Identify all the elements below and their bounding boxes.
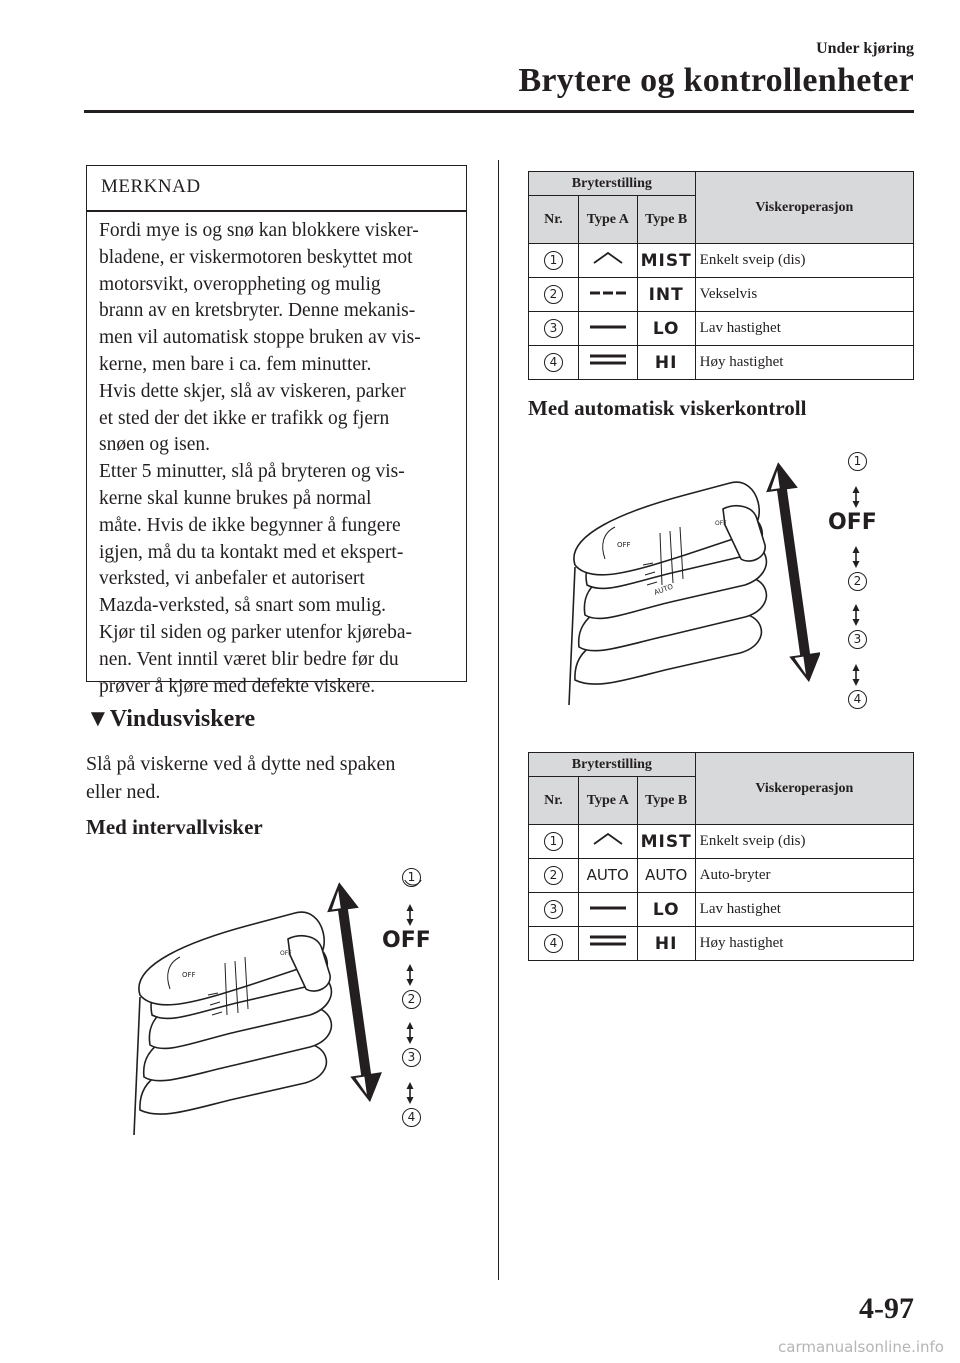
table-row [529, 927, 914, 961]
small-arrow-icon [400, 1018, 420, 1048]
wipers-intro [86, 750, 395, 806]
operation-cell: Enkelt sveip (dis) [695, 825, 913, 859]
operation-cell: Vekselvis [695, 278, 913, 312]
up-down-arrow-icon [323, 880, 386, 1104]
th-operation: Viskeroperasjon [695, 753, 913, 825]
table-row [529, 893, 914, 927]
interval-heading: Med intervallvisker [86, 815, 263, 839]
position-label: 1 [402, 868, 421, 887]
row-number: 1 [544, 251, 563, 270]
dashed-line-icon [588, 288, 628, 298]
watermark: carmanualsonline.info [778, 1338, 944, 1356]
operation-cell: Lav hastighet [695, 312, 913, 346]
auto-position-table [528, 752, 914, 961]
operation-cell: Høy hastighet [695, 927, 913, 961]
th-operation: Viskeroperasjon [695, 172, 913, 244]
type-b-label: MIST [640, 250, 692, 271]
single-line-icon [588, 322, 628, 332]
small-arrow-icon [846, 542, 866, 572]
row-number: 4 [544, 934, 563, 953]
note-title: MERKNAD [101, 176, 201, 197]
double-line-icon [588, 934, 628, 948]
row-number: 1 [544, 832, 563, 851]
operation-cell: Høy hastighet [695, 346, 913, 380]
small-arrow-icon [400, 960, 420, 990]
small-arrow-icon [400, 900, 420, 930]
small-arrow-icon [846, 660, 866, 690]
header-rule [84, 110, 914, 113]
th-type-a: Type A [578, 777, 637, 825]
interval-wiper-diagram [125, 880, 445, 1140]
note-body [99, 218, 461, 700]
th-type-b: Type B [637, 196, 695, 244]
table-row [529, 859, 914, 893]
intro-line: eller ned. [86, 781, 161, 803]
row-number: 2 [544, 285, 563, 304]
note-line: Fordi mye is og snø kan blokkere visker- [99, 220, 419, 241]
table-row [529, 278, 914, 312]
note-line: brann av en kretsbryter. Denne mekanis- [99, 300, 416, 322]
th-position: Bryterstilling [529, 753, 696, 777]
interval-position-table [528, 171, 914, 380]
row-number: 3 [544, 900, 563, 919]
type-b-label: MIST [640, 831, 692, 852]
type-a-label: AUTO [586, 866, 629, 884]
small-arrow-icon [846, 600, 866, 630]
note-line: måte. Hvis de ikke begynner å fungere [99, 514, 401, 536]
note-line: Etter 5 minutter, slå på bryteren og vis- [99, 461, 405, 483]
note-line: bladene, er viskermotoren beskyttet mot [99, 246, 413, 268]
table-row [529, 825, 914, 859]
single-line-icon [588, 903, 628, 913]
mist-caret-icon [588, 250, 628, 266]
note-line: prøver å kjøre med defekte viskere. [99, 675, 376, 697]
note-line: kerne skal kunne brukes på normal [99, 487, 372, 509]
th-nr: Nr. [529, 777, 579, 825]
note-rule [87, 210, 466, 212]
table-row [529, 244, 914, 278]
table-row [529, 346, 914, 380]
small-arrow-icon [846, 482, 866, 512]
th-position: Bryterstilling [529, 172, 696, 196]
type-b-label: LO [652, 899, 680, 920]
column-divider [498, 160, 499, 1280]
wiper-lever-illustration [569, 482, 766, 705]
note-line: kerne, men bare i ca. fem minutter. [99, 353, 372, 375]
type-b-label: HI [654, 933, 678, 954]
position-label: 4 [848, 690, 867, 709]
note-box [86, 165, 467, 697]
note-line: et sted der det ikke er trafikk og fjern [99, 407, 390, 429]
switch-auto-marking: AUTO [652, 582, 675, 597]
operation-cell: Enkelt sveip (dis) [695, 244, 913, 278]
auto-heading: Med automatisk viskerkontroll [528, 396, 807, 420]
note-line: motorsvikt, overoppheting og mulig [99, 273, 381, 295]
off-label: OFF [382, 928, 431, 953]
operation-cell: Lav hastighet [695, 893, 913, 927]
position-label: 4 [402, 1108, 421, 1127]
position-label: 3 [848, 630, 867, 649]
note-line: verksted, vi anbefaler et autorisert [99, 568, 365, 590]
type-b-label: AUTO [645, 866, 688, 884]
position-label: 3 [402, 1048, 421, 1067]
off-label: OFF [828, 510, 877, 535]
note-line: Hvis dette skjer, slå av viskeren, parker [99, 380, 406, 402]
note-line: Mazda-verksted, så snart som mulig. [99, 595, 387, 617]
position-label: 2 [848, 572, 867, 591]
operation-cell: Auto-bryter [695, 859, 913, 893]
position-label: 1 [848, 452, 867, 471]
row-number: 3 [544, 319, 563, 338]
note-line: Kjør til siden og parker utenfor kjøreba- [99, 621, 412, 643]
type-b-label: LO [652, 318, 680, 339]
double-line-icon [588, 353, 628, 367]
note-line: nen. Vent inntil været blir bedre før du [99, 648, 399, 670]
th-type-a: Type A [578, 196, 637, 244]
page-title: Brytere og kontrollenheter [518, 62, 914, 99]
wiper-lever-illustration [134, 912, 331, 1135]
note-line: snøen og isen. [99, 434, 211, 456]
row-number: 4 [544, 353, 563, 372]
auto-wiper-diagram [560, 455, 820, 725]
interval-position-labels [402, 868, 421, 887]
wipers-heading: ▼Vindusviskere [86, 706, 256, 732]
th-nr: Nr. [529, 196, 579, 244]
table-row [529, 312, 914, 346]
type-b-label: HI [654, 352, 678, 373]
note-line: men vil automatisk stoppe bruken av vis- [99, 327, 421, 349]
mist-caret-icon [588, 831, 628, 847]
position-label: 2 [402, 990, 421, 1009]
section-label: Under kjøring [816, 40, 914, 57]
th-type-b: Type B [637, 777, 695, 825]
note-line: igjen, må du ta kontakt med et ekspert- [99, 541, 404, 563]
up-down-arrow-icon [762, 460, 820, 684]
small-arrow-icon [400, 1078, 420, 1108]
page-number: 4-97 [859, 1292, 914, 1325]
type-b-label: INT [648, 284, 684, 305]
row-number: 2 [544, 866, 563, 885]
intro-line: Slå på viskerne ved å dytte ned spaken [86, 753, 396, 775]
